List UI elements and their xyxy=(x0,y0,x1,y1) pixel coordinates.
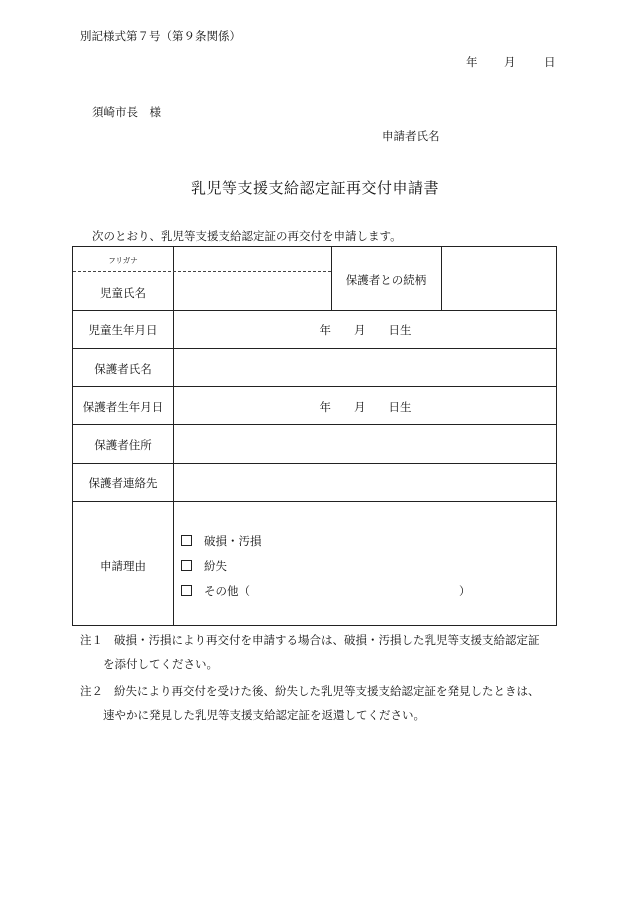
guardian-birth-label: 保護者生年月日 xyxy=(82,400,164,414)
reason-option-lost xyxy=(181,558,227,574)
row-separator xyxy=(73,424,556,425)
relationship-divider-right xyxy=(441,247,442,310)
child-birth-value: 年 月 日生 xyxy=(319,323,412,337)
relationship-label: 保護者との続柄 xyxy=(345,273,427,287)
row-separator xyxy=(73,463,556,464)
reason-option-damage xyxy=(181,533,262,549)
checkbox-icon[interactable] xyxy=(181,560,192,571)
row-separator xyxy=(73,310,556,311)
document-title: 乳児等支援支給認定証再交付申請書 xyxy=(190,179,439,197)
reason-option-label: 紛失 xyxy=(204,559,227,573)
furigana-label: フリガナ xyxy=(108,256,138,265)
row-separator xyxy=(73,501,556,502)
child-birth-label: 児童生年月日 xyxy=(88,323,158,337)
child-name-label: 児童氏名 xyxy=(100,286,146,300)
applicant-name-label: 申請者氏名 xyxy=(382,129,440,143)
date-month-label: 月 xyxy=(504,55,516,69)
guardian-contact-label: 保護者連絡先 xyxy=(88,476,158,490)
date-year-label: 年 xyxy=(466,55,478,69)
reason-other-close: ） xyxy=(459,584,471,598)
note-1-marker: 注１ xyxy=(80,633,103,647)
note-2-marker: 注２ xyxy=(80,684,103,698)
form-number: 別記様式第７号（第９条関係） xyxy=(80,29,241,43)
furigana-separator xyxy=(73,271,331,272)
note-2-line-2: 速やかに発見した乳児等支援支給認定証を返還してください。 xyxy=(103,708,425,722)
note-1-line-1: 破損・汚損により再交付を申請する場合は、破損・汚損した乳児等支援支給認定証 xyxy=(114,633,540,647)
date-day-label: 日 xyxy=(544,55,556,69)
addressee: 須崎市長 様 xyxy=(92,105,161,119)
note-1-line-2: を添付してください。 xyxy=(103,657,218,671)
date-line xyxy=(466,54,556,70)
guardian-address-label: 保護者住所 xyxy=(94,438,152,452)
checkbox-icon[interactable] xyxy=(181,585,192,596)
reason-option-label: 破損・汚損 xyxy=(204,534,262,548)
reason-option-other xyxy=(181,583,250,599)
label-column-divider xyxy=(173,247,174,625)
reason-option-label: その他（ xyxy=(204,584,250,598)
note-2-line-1: 紛失により再交付を受けた後、紛失した乳児等支援支給認定証を発見したときは、 xyxy=(114,684,540,698)
guardian-name-label: 保護者氏名 xyxy=(94,362,152,376)
guardian-birth-value: 年 月 日生 xyxy=(319,400,412,414)
row-separator xyxy=(73,386,556,387)
reason-label: 申請理由 xyxy=(100,559,146,573)
row-separator xyxy=(73,348,556,349)
application-form-table xyxy=(72,246,557,626)
checkbox-icon[interactable] xyxy=(181,535,192,546)
intro-text: 次のとおり、乳児等支援支給認定証の再交付を申請します。 xyxy=(92,229,402,243)
